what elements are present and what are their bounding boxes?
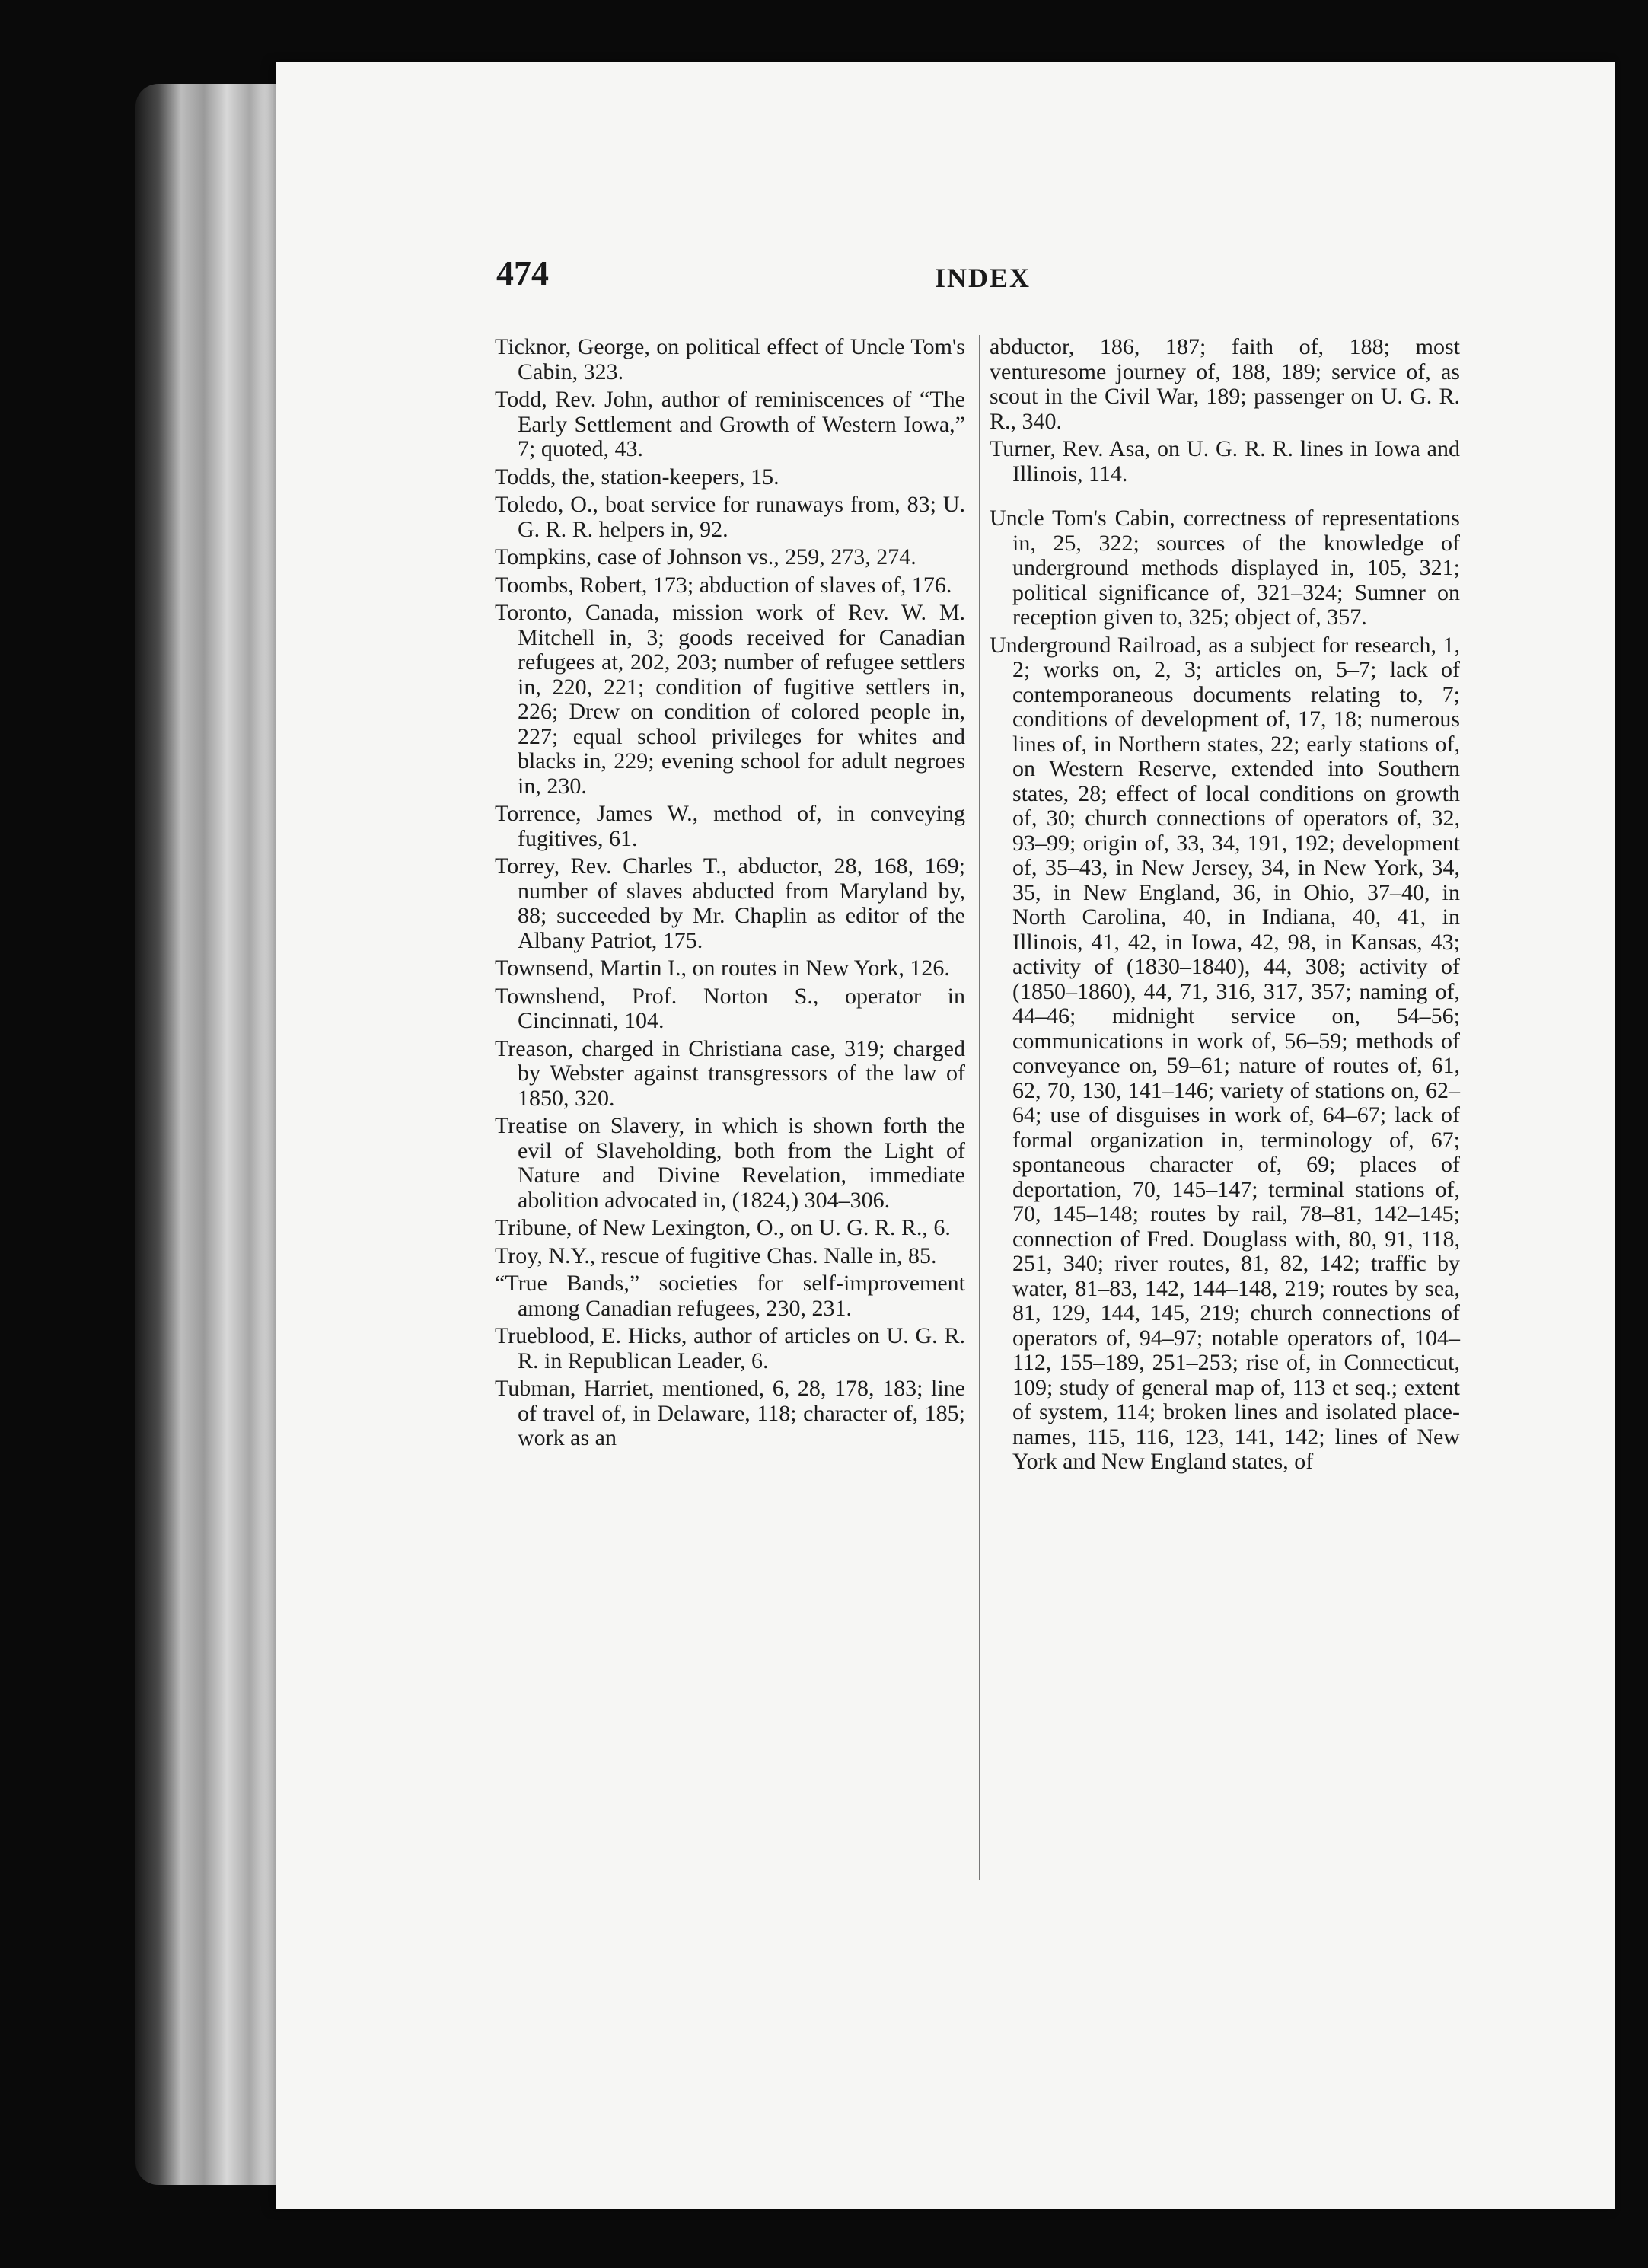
book-page-edges (135, 84, 288, 2185)
index-entry-treason: Treason, charged in Christiana case, 319; charged by Webster against transgressors of the law of 1850, 320. (495, 1035, 965, 1111)
index-entry-troy: Troy, N.Y., rescue of fugitive Chas. Nalle in, 85. (495, 1242, 937, 1268)
index-entry-toledo: Toledo, O., boat service for runaways from, 83; U. G. R. R. helpers in, 92. (495, 492, 965, 542)
index-entry-townshend: Townshend, Prof. Norton S., operator in Cincinnati, 104. (495, 983, 965, 1033)
index-entry-toombs: Toombs, Robert, 173; abduction of slaves of, 176. (495, 572, 952, 598)
index-entry-underground-railroad: Underground Railroad, as a subject for research, 1, 2; works on, 2, 3; articles on, 5–7; lack of contemporaneous documents relating to, 7; conditions of development of, 17, 18; numerous lines of, in Northern states, 22; early stations of, on Western Reserve, extended into Southern states, 28; effect of local conditions on growth of, 30; church connections of operators of, 32, 93–99; origin of, 33, 34, 191, 192; development of, 35–43, in New Jersey, 34, in New York, 34, 35, in New England, 36, in Ohio, 37–40, in North Carolina, 40, in Indiana, 40, 41, in Illinois, 41, 42, in Iowa, 42, 98, in Kansas, 43; activity of (1830–1840), 44, 308; activity of (1850–1860), 44, 71, 316, 317, 357; naming of, 44–46; midnight service on, 54–56; communications in work of, 56–59; methods of conveyance on, 59–61; nature of routes of, 61, 62, 70, 130, 141–146; variety of stations on, 62–64; use of disguises in work of, 64–67; lack of formal organization in, terminology of, 67; spontaneous character of, 69; places of deportation, 70, 145–147; terminal stations of, 70, 145–148; routes by rail, 78–81, 142–145; connection of Fred. Douglass with, 80, 91, 118, 251, 340; river routes, 81, 82, 142; traffic by water, 81–83, 142, 144–148, 219; routes by sea, 81, 129, 144, 145, 219; church connections of operators of, 94–97; notable operators of, 104–112, 155–189, 251–253; rise of, in Connecticut, 109; study of general map of, 113 et seq.; extent of system, 114; broken lines and isolated place-names, 115, 116, 123, 141, 142; lines of New York and New England states, of (990, 632, 1460, 1474)
index-entry-tubman-continued: abductor, 186, 187; faith of, 188; most venturesome journey of, 188, 189; service of, as scout in the Civil War, 189; passenger on U. G. R. R., 340. (990, 334, 1460, 434)
index-entry-treatise: Treatise on Slavery, in which is shown forth the evil of Slaveholding, both from the Light of Nature and Divine Revelation, immediate abolition advocated in, (1824,) 304–306. (495, 1113, 965, 1213)
right-index-column (990, 335, 1460, 1478)
index-entry-uncle-toms-cabin: Uncle Tom's Cabin, correctness of representations in, 25, 322; sources of the knowledge of underground methods displayed in, 105, 321; political significance of, 321–324; Sumner on reception given to, 325; object of, 357. (990, 506, 1460, 630)
index-entry-todds: Todds, the, station-keepers, 15. (495, 464, 779, 490)
index-entry-tribune: Tribune, of New Lexington, O., on U. G. R. R., 6. (495, 1215, 951, 1240)
index-entry-tompkins: Tompkins, case of Johnson vs., 259, 273, 274. (495, 544, 916, 569)
index-entry-trueblood: Trueblood, E. Hicks, author of articles on U. G. R. R. in Republican Leader, 6. (495, 1323, 965, 1373)
index-entry-toronto: Toronto, Canada, mission work of Rev. W. M. Mitchell in, 3; goods received for Canadian refugees at, 202, 203; number of refugee settlers in, 220, 221; condition of fugitive settlers in, 226; Drew on condition of colored people in, 227; equal school privileges for whites and blacks in, 229; evening school for adult negroes in, 230. (495, 600, 965, 799)
index-entry-tubman: Tubman, Harriet, mentioned, 6, 28, 178, 183; line of travel of, in Delaware, 118; character of, 185; work as an (495, 1376, 965, 1450)
index-entry-townsend: Townsend, Martin I., on routes in New York, 126. (495, 955, 950, 981)
index-entry-ticknor: Ticknor, George, on political effect of Uncle Tom's Cabin, 323. (495, 334, 965, 384)
index-entry-torrence: Torrence, James W., method of, in conveying fugitives, 61. (495, 801, 965, 851)
running-head: INDEX (935, 263, 1031, 293)
left-index-column (495, 335, 965, 1454)
index-entry-todd: Todd, Rev. John, author of reminiscences of “The Early Settlement and Growth of Western Iowa,” 7; quoted, 43. (495, 387, 965, 461)
column-rule (979, 335, 980, 1880)
index-entry-true-bands: “True Bands,” societies for self-improvement among Canadian refugees, 230, 231. (495, 1271, 965, 1321)
page-number: 474 (496, 254, 549, 292)
index-entry-torrey: Torrey, Rev. Charles T., abductor, 28, 168, 169; number of slaves abducted from Maryland by, 88; succeeded by Mr. Chaplin as editor of the Albany Patriot, 175. (495, 853, 965, 953)
index-entry-turner: Turner, Rev. Asa, on U. G. R. R. lines in Iowa and Illinois, 114. (990, 436, 1460, 486)
